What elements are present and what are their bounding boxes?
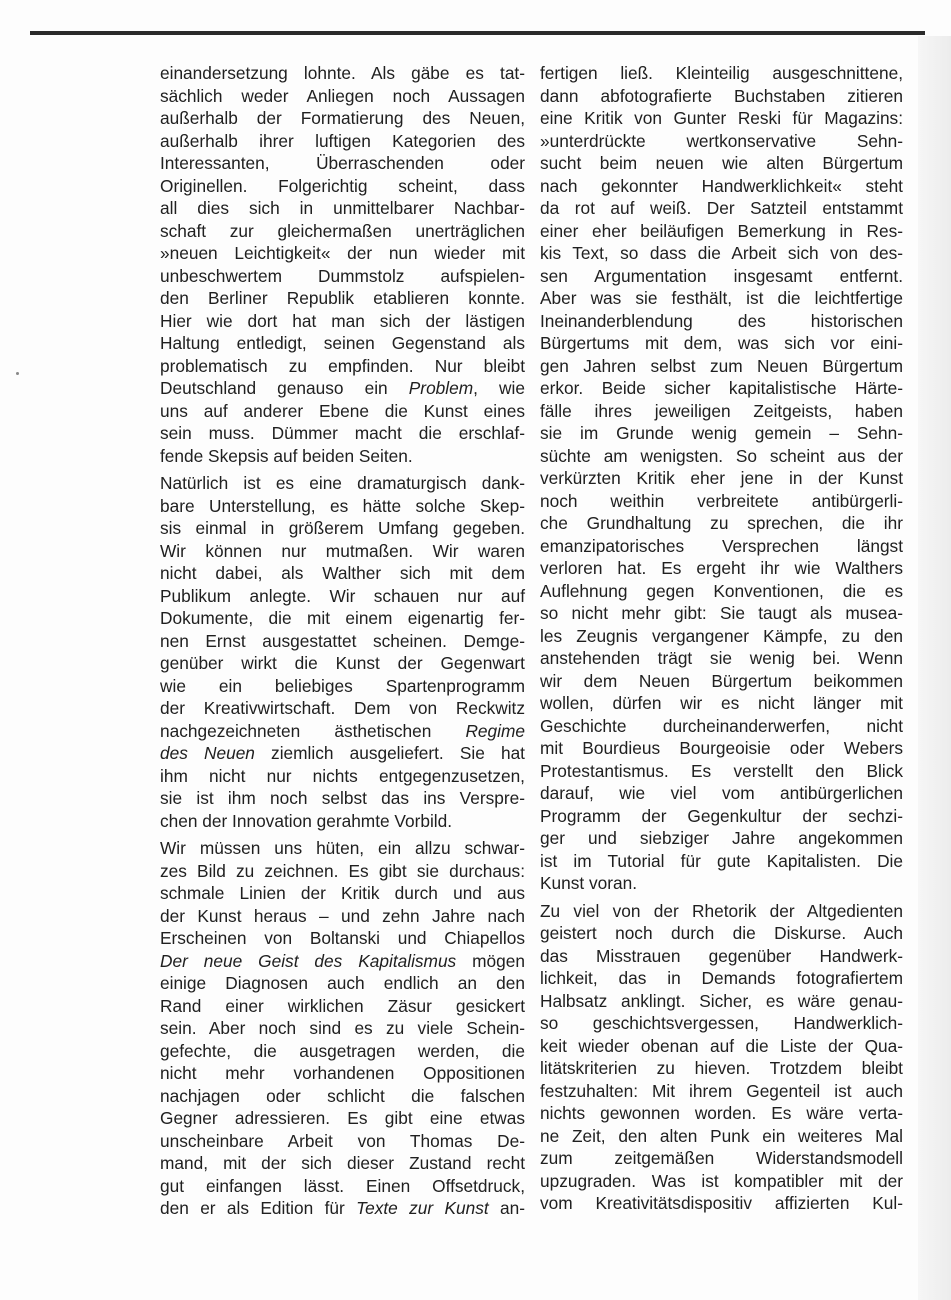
line-text: ne Zeit, den alten Punk ein weiteres Mal (540, 1125, 903, 1146)
text-line (540, 1012, 903, 1035)
line-text: kis Text, so dass die Arbeit sich von des- (540, 243, 903, 263)
line-text: Hier wie dort hat man sich der lästigen (160, 310, 525, 331)
italic-title: Problem (408, 378, 474, 398)
text-line (540, 647, 903, 670)
line-text: les Zeugnis vergangener Kämpfe, zu den (540, 625, 903, 646)
text-line (160, 1085, 525, 1108)
text-line (540, 990, 903, 1013)
margin-speck (16, 372, 19, 375)
line-text-after: mögen (456, 950, 525, 971)
line-text: nachjagen oder schlicht die falschen (160, 1085, 525, 1106)
line-text: süchte am wenigsten. So scheint aus der (540, 445, 903, 466)
line-text: wir dem Neuen Bürgertum beikommen (540, 670, 903, 691)
text-line (160, 517, 525, 540)
text-line (160, 905, 525, 928)
text-line (160, 495, 525, 518)
text-line (540, 197, 903, 220)
text-line (160, 1130, 525, 1153)
line-text: fälle ihres jeweiligen Zeitgeists, haben (540, 400, 903, 421)
line-text: noch weithin verbreitete antibürgerli- (540, 490, 903, 511)
text-line (160, 85, 525, 108)
line-text: nicht mehr vorhandenen Oppositionen (160, 1063, 525, 1083)
text-line (160, 400, 525, 423)
line-text: lichkeit, das in Demands fotografiertem (540, 968, 903, 988)
text-line (540, 332, 903, 355)
text-line (160, 810, 525, 833)
line-text: ihm nicht nur nichts entgegenzusetzen, (160, 765, 525, 786)
text-line (540, 535, 903, 558)
line-text: nichts gewonnen worden. Es wäre verta- (540, 1103, 903, 1123)
line-text: sie ist ihm noch selbst das ins Verspre- (160, 788, 525, 808)
text-line (540, 62, 903, 85)
text-line (540, 827, 903, 850)
text-line (540, 805, 903, 828)
text-line (160, 422, 525, 445)
line-text: nen Ernst ausgestattet scheinen. Demge- (160, 630, 525, 651)
italic-title: Der neue Geist des Kapitalismus (160, 950, 457, 971)
text-line (540, 220, 903, 243)
text-line (540, 967, 903, 990)
line-text-after: , wie (473, 378, 525, 398)
scan-edge-shadow (918, 36, 951, 1300)
left-text-column (160, 62, 525, 1220)
italic-title: Regime (465, 720, 525, 741)
line-text: Aber was sie festhält, ist die leichtfertige (540, 288, 903, 308)
text-line (540, 310, 903, 333)
line-text: problematisch zu empfinden. Nur bleibt (160, 355, 525, 376)
text-line (540, 945, 903, 968)
text-line (160, 377, 525, 400)
text-line (540, 265, 903, 288)
text-line (160, 130, 525, 153)
line-text: so geschichtsvergessen, Handwerklich- (540, 1013, 903, 1033)
text-line (540, 152, 903, 175)
text-line (540, 490, 903, 513)
line-text: Ineinanderblendung des historischen (540, 310, 903, 331)
text-line (540, 602, 903, 625)
text-line (540, 1170, 903, 1193)
text-line (540, 692, 903, 715)
line-text: verkürzten Kritik eher jene in der Kunst (540, 468, 903, 488)
line-text: Haltung entledigt, seinen Gegenstand als (160, 333, 525, 353)
line-text: der Kreativwirtschaft. Dem von Reckwitz (160, 698, 525, 718)
text-line (160, 562, 525, 585)
text-line (540, 467, 903, 490)
text-line (160, 1107, 525, 1130)
text-line (160, 630, 525, 653)
line-text: festzuhalten: Mit ihrem Gegenteil ist auch (540, 1080, 903, 1101)
right-text-column (540, 62, 903, 1215)
line-text: sein muss. Dümmer macht die erschlaf- (160, 423, 525, 443)
line-text: mand, mit der sich dieser Zustand recht (160, 1153, 525, 1173)
line-text: da rot auf weiß. Der Satzteil entstammt (540, 198, 903, 218)
line-text: fertigen ließ. Kleinteilig ausgeschnittene, (540, 63, 903, 83)
line-text: sis einmal in größerem Umfang gegeben. (160, 518, 525, 538)
text-line (160, 265, 525, 288)
text-line (540, 782, 903, 805)
text-line (540, 922, 903, 945)
line-text: schaft zur gleichermaßen unerträglichen (160, 220, 525, 241)
line-text: schmale Linien der Kritik durch und aus (160, 883, 525, 903)
text-line (540, 850, 903, 873)
line-text: keit wieder obenan auf die Liste der Qua- (540, 1035, 903, 1056)
line-text: litätskriterien zu hieven. Trotzdem bleibt (540, 1058, 903, 1078)
line-text: upzugraden. Was ist kompatibler mit der (540, 1170, 903, 1191)
text-line (540, 355, 903, 378)
line-text: wollen, dürfen wir es nicht länger mit (540, 693, 903, 713)
line-text: sucht beim neuen wie alten Bürgertum (540, 153, 903, 173)
line-text: sen Argumentation insgesamt entfernt. (540, 265, 903, 286)
text-line (160, 1017, 525, 1040)
line-text: zes Bild zu zeichnen. Es gibt sie durchaus: (160, 860, 525, 881)
text-line (540, 580, 903, 603)
text-line (160, 787, 525, 810)
line-text: ist im Tutorial für gute Kapitalisten. Die (540, 850, 903, 871)
line-text: außerhalb ihrer luftigen Kategorien des (160, 130, 525, 151)
line-text: Rand einer wirklichen Zäsur gesickert (160, 995, 525, 1016)
text-line (160, 1175, 525, 1198)
line-text: sein. Aber noch sind es zu viele Schein- (160, 1018, 525, 1038)
line-text: anstehenden trägt sie wenig bei. Wenn (540, 648, 903, 668)
line-text: Programm der Gegenkultur der sechzi- (540, 805, 903, 826)
line-text: Kunst voran. (540, 873, 638, 893)
line-text: Natürlich ist es eine dramaturgisch dank- (160, 473, 525, 493)
text-line (160, 197, 525, 220)
text-line (160, 355, 525, 378)
text-line (160, 697, 525, 720)
line-text: Protestantismus. Es verstellt den Blick (540, 760, 903, 781)
text-line (540, 422, 903, 445)
line-text: Wir können nur mutmaßen. Wir waren (160, 540, 525, 561)
line-text: Erscheinen von Boltanski und Chiapellos (160, 928, 525, 948)
text-line (160, 445, 525, 468)
text-line (540, 175, 903, 198)
line-text: Deutschland genauso ein (160, 378, 409, 398)
line-text: bare Unterstellung, es hätte solche Skep- (160, 495, 525, 516)
text-line (160, 765, 525, 788)
text-line (160, 882, 525, 905)
line-text-after: an- (488, 1198, 526, 1218)
text-line (540, 130, 903, 153)
top-rule (30, 31, 925, 35)
text-line (540, 1080, 903, 1103)
line-text: fende Skepsis auf beiden Seiten. (160, 445, 413, 466)
line-text: unbeschwertem Dummstolz aufspielen- (160, 265, 525, 286)
text-line (160, 242, 525, 265)
line-text: nicht dabei, als Walther sich mit dem (160, 563, 525, 583)
line-text: einer eher beiläufigen Bemerkung in Res- (540, 220, 903, 241)
text-line (160, 652, 525, 675)
text-line (540, 445, 903, 468)
text-line (160, 720, 525, 743)
text-line (540, 1147, 903, 1170)
line-text: einige Diagnosen auch endlich an den (160, 973, 525, 993)
text-line (160, 972, 525, 995)
text-line (540, 872, 903, 895)
line-text: ger und siebziger Jahre angekommen (540, 828, 903, 848)
text-line (160, 675, 525, 698)
line-text: mit Bourdieus Bourgeoisie oder Webers (540, 738, 903, 758)
text-line (540, 1035, 903, 1058)
line-text-after: ziemlich ausgeliefert. Sie hat (254, 743, 525, 763)
text-line (160, 837, 525, 860)
text-line (160, 585, 525, 608)
text-line (540, 1125, 903, 1148)
line-text: Gegner adressieren. Es gibt eine etwas (160, 1108, 525, 1128)
text-line (160, 332, 525, 355)
line-text: uns auf anderer Ebene die Kunst eines (160, 400, 525, 421)
text-line (160, 950, 525, 973)
line-text: gefechte, die ausgetragen werden, die (160, 1040, 525, 1061)
line-text: all dies sich in unmittelbarer Nachbar- (160, 198, 525, 218)
line-text: den er als Edition für (160, 1198, 357, 1218)
text-line (540, 107, 903, 130)
line-text: sächlich weder Anliegen noch Aussagen (160, 85, 525, 106)
line-text: außerhalb der Formatierung des Neuen, (160, 108, 525, 128)
italic-title: des Neuen (160, 743, 255, 763)
text-line (540, 737, 903, 760)
line-text: Auflehnung gegen Konventionen, die es (540, 580, 903, 601)
line-text: das Misstrauen gegenüber Handwerk- (540, 945, 903, 966)
line-text: Bürgertums mit dem, was sich vor eini- (540, 333, 903, 353)
text-line (160, 107, 525, 130)
text-line (540, 670, 903, 693)
line-text: dann abfotografierte Buchstaben zitieren (540, 85, 903, 106)
line-text: genüber wirkt die Kunst der Gegenwart (160, 653, 525, 673)
line-text: der Kunst heraus – und zehn Jahre nach (160, 905, 525, 926)
text-line (160, 927, 525, 950)
line-text: den Berliner Republik etablieren konnte. (160, 288, 525, 308)
text-line (540, 557, 903, 580)
line-text: nach gekonnter Handwerklichkeit« steht (540, 175, 903, 196)
text-line (540, 760, 903, 783)
line-text: einandersetzung lohnte. Als gäbe es tat- (160, 63, 525, 83)
text-line (540, 1102, 903, 1125)
text-line (540, 242, 903, 265)
text-line (160, 1152, 525, 1175)
text-line (160, 310, 525, 333)
line-text: Halbsatz anklingt. Sicher, es wäre genau- (540, 990, 903, 1011)
text-line (540, 1192, 903, 1215)
line-text: wie ein beliebiges Spartenprogramm (160, 675, 525, 696)
line-text: che Grundhaltung zu sprechen, die ihr (540, 513, 903, 533)
text-line (160, 62, 525, 85)
line-text: Wir müssen uns hüten, ein allzu schwar- (160, 838, 525, 858)
text-line (160, 607, 525, 630)
text-line (160, 472, 525, 495)
text-line (540, 85, 903, 108)
text-line (160, 995, 525, 1018)
line-text: Publikum anlegte. Wir schauen nur auf (160, 585, 525, 606)
line-text: emanzipatorisches Versprechen längst (540, 535, 903, 556)
text-line (160, 1040, 525, 1063)
text-line (160, 1197, 525, 1220)
line-text: »neuen Leichtigkeit« der nun wieder mit (160, 243, 525, 263)
text-line (160, 152, 525, 175)
text-line (540, 400, 903, 423)
line-text: sie im Grunde wenig gemein – Sehn- (540, 423, 903, 443)
text-line (160, 220, 525, 243)
line-text: Interessanten, Überraschenden oder (160, 153, 525, 173)
line-text: gen Jahren selbst zum Neuen Bürgertum (540, 355, 903, 376)
line-text: nachgezeichneten ästhetischen (160, 720, 466, 741)
line-text: unscheinbare Arbeit von Thomas De- (160, 1130, 525, 1151)
line-text: vom Kreativitätsdispositiv affizierten Kul- (540, 1193, 903, 1213)
text-line (540, 512, 903, 535)
text-line (540, 1057, 903, 1080)
line-text: geistert noch durch die Diskurse. Auch (540, 923, 903, 943)
line-text: so nicht mehr gibt: Sie taugt als musea- (540, 603, 903, 623)
line-text: erkor. Beide sicher kapitalistische Härte- (540, 378, 903, 398)
text-line (160, 175, 525, 198)
line-text: chen der Innovation gerahmte Vorbild. (160, 810, 453, 831)
line-text: Dokumente, die mit einem eigenartig fer- (160, 608, 525, 628)
text-line (540, 377, 903, 400)
line-text: gut einfangen lässt. Einen Offsetdruck, (160, 1175, 525, 1196)
line-text: Zu viel von der Rhetorik der Altgedienten (540, 900, 903, 921)
line-text: Geschichte durcheinanderwerfen, nicht (540, 715, 903, 736)
text-line (540, 287, 903, 310)
text-line (160, 1062, 525, 1085)
text-line (540, 715, 903, 738)
line-text: »unterdrückte wertkonservative Sehn- (540, 130, 903, 151)
text-line (160, 287, 525, 310)
text-line (160, 742, 525, 765)
line-text: eine Kritik von Gunter Reski für Magazins: (540, 108, 903, 128)
text-line (540, 625, 903, 648)
line-text: verloren hat. Es ergeht ihr wie Walthers (540, 558, 903, 578)
line-text: darauf, wie viel vom antibürgerlichen (540, 783, 903, 803)
italic-title: Texte zur Kunst (356, 1198, 489, 1218)
text-line (540, 900, 903, 923)
text-line (160, 860, 525, 883)
text-line (160, 540, 525, 563)
line-text: zum zeitgemäßen Widerstandsmodell (540, 1148, 903, 1168)
line-text: Originellen. Folgerichtig scheint, dass (160, 175, 525, 196)
